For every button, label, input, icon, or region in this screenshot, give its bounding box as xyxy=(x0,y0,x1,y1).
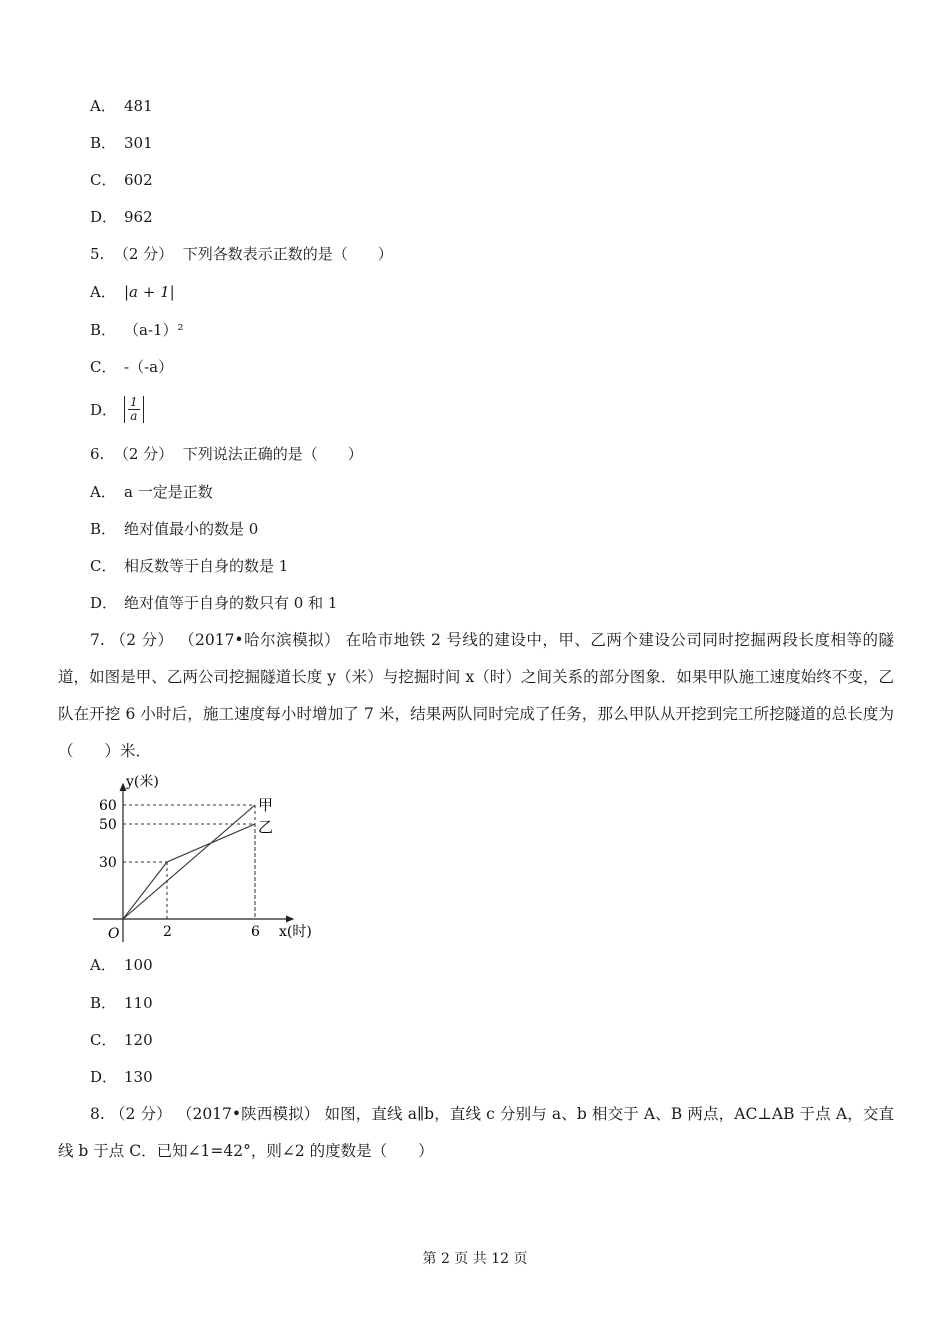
q6-option-a: A． a 一定是正数 xyxy=(90,483,213,501)
q6-stem: 6. （2 分） 下列说法正确的是（ ） xyxy=(90,445,363,463)
q4-option-c: C． 602 xyxy=(90,171,153,189)
q4-option-a: A． 481 xyxy=(90,97,153,115)
y-tick-label: 30 xyxy=(99,855,117,871)
q7-option-a: A． 100 xyxy=(90,956,153,974)
series-line-1 xyxy=(123,824,255,919)
q5-option-c: C． -（-a） xyxy=(90,358,174,376)
y-tick-label: 60 xyxy=(99,798,117,814)
q5-option-b: B． （a-1）² xyxy=(90,321,184,339)
x-tick-label: 2 xyxy=(163,924,172,940)
page-footer: 第 2 页 共 12 页 xyxy=(422,1251,528,1267)
q5-option-a: A． |a + 1| xyxy=(90,283,175,301)
q6-option-b: B． 绝对值最小的数是 0 xyxy=(90,520,259,538)
q7-option-b: B． 110 xyxy=(90,994,153,1012)
origin-label: O xyxy=(108,926,120,942)
series-label-jia: 甲 xyxy=(258,796,274,814)
q7-graph xyxy=(88,770,328,950)
series-label-yi: 乙 xyxy=(258,818,274,836)
q4-option-d: D． 962 xyxy=(90,208,153,226)
q7-option-c: C． 120 xyxy=(90,1031,153,1049)
q5-option-d: D． $\frac{1}{a}$ xyxy=(90,396,144,423)
abs-fraction: $\frac{1}{a}$ xyxy=(124,396,144,423)
q5-stem: 5. （2 分） 下列各数表示正数的是（ ） xyxy=(90,245,393,263)
q7-option-d: D． 130 xyxy=(90,1068,153,1086)
y-tick-label: 50 xyxy=(99,817,117,833)
q6-option-d: D． 绝对值等于自身的数只有 0 和 1 xyxy=(90,594,338,612)
x-axis-label: x(时) xyxy=(279,924,312,940)
q4-option-b: B． 301 xyxy=(90,134,153,152)
y-axis-label: y(米) xyxy=(126,774,159,790)
x-tick-label: 6 xyxy=(251,924,260,940)
q8-stem: 8. （2 分） （2017•陕西模拟） 如图，直线 a∥b，直线 c 分别与 a、b 相交于 A、B 两点，AC⊥AB 于点 A，交直线 b 于点 C．已知∠1=42°，则∠2 的度数是（ ） xyxy=(58,1105,895,1160)
q6-option-c: C． 相反数等于自身的数是 1 xyxy=(90,557,289,575)
q7-stem: 7. （2 分） （2017•哈尔滨模拟） 在哈市地铁 2 号线的建设中，甲、乙两个建设公司同时挖掘两段长度相等的隧道，如图是甲、乙两公司挖掘隧道长度 y（米）与挖掘时间 x（时）之间关系的部分图象．如果甲队施工速度始终不变，乙队在开挖 6 小时后，施工速度每小时增加了 7 米，结果两队同时完成了任务，那么甲队从开挖到完工所挖隧道的总长度为（ ）米． xyxy=(58,631,894,760)
